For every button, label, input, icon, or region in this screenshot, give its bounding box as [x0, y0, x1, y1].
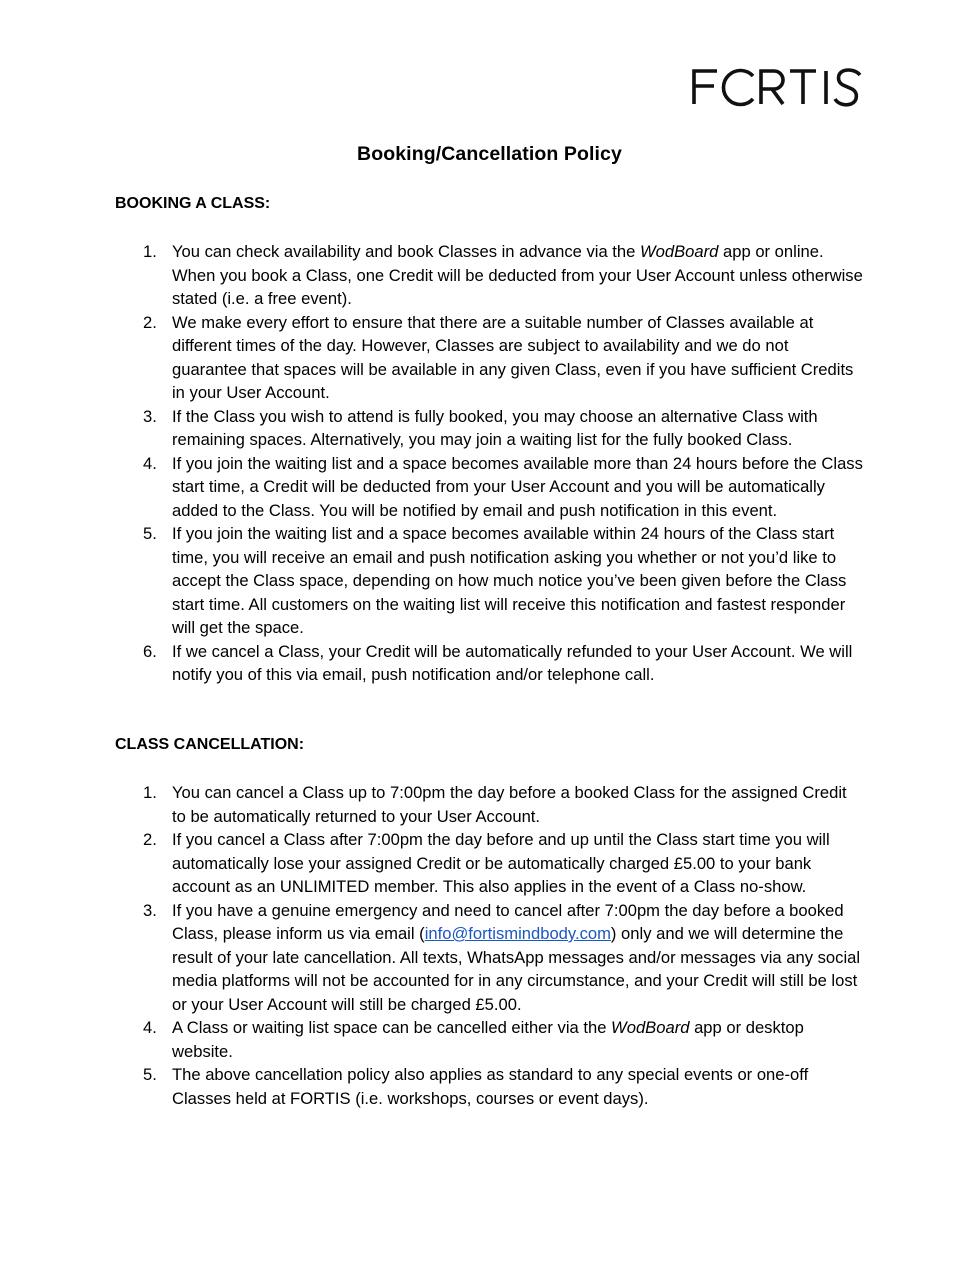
- list-item-number: 2.: [143, 830, 157, 849]
- list-item: [0, 311, 864, 405]
- app-name: WodBoard: [611, 1018, 690, 1037]
- list-item-number: 3.: [143, 900, 157, 920]
- list-item: [0, 405, 864, 452]
- fortis-logo: [690, 63, 865, 109]
- email-link[interactable]: info@fortismindbody.com: [424, 924, 611, 943]
- text-segment: app or desktop website.: [172, 1018, 804, 1061]
- cancellation-list: [0, 781, 979, 1110]
- text-segment: You can check availability and book Classes in advance via the: [172, 242, 640, 261]
- list-item-text: [172, 901, 860, 1014]
- booking-section-heading: BOOKING A CLASS:: [115, 195, 271, 212]
- list-item-text: If you cancel a Class after 7:00pm the day before and up until the Class start time you will automatically lose your assigned Credit or be automatically charged £5.00 to your bank account as an UNLIMITED member. This also applies in the event of a Class no-show.: [172, 830, 830, 896]
- text-segment: If you have a genuine emergency and need to cancel after 7:00pm the day before a booked Class, please inform us via email (: [172, 900, 844, 943]
- page-title: Booking/Cancellation Policy: [357, 143, 622, 165]
- list-item-text: We make every effort to ensure that there are a suitable number of Classes available at different times of the day. However, Classes are subject to availability and we do not guarantee that spaces will be available in any given Class, even if you have sufficient Credits in your User Account.: [172, 312, 854, 402]
- list-item: [0, 1016, 864, 1063]
- list-item: [0, 452, 864, 523]
- list-item-number: 2.: [143, 312, 157, 332]
- list-item-text: The above cancellation policy also applies as standard to any special events or one-off Classes held at FORTIS (i.e. workshops, courses or event days).: [172, 1065, 809, 1108]
- list-item-number: 5.: [143, 524, 157, 543]
- list-item-number: 6.: [143, 641, 157, 661]
- list-item-number: 5.: [143, 1065, 157, 1084]
- list-item-number: 4.: [143, 1018, 157, 1037]
- list-item-text: If the Class you wish to attend is fully booked, you may choose an alternative Class with remaining spaces. Alternatively, you may join a waiting list for the fully booked Class.: [172, 406, 818, 449]
- text-segment: app or online. When you book a Class, one Credit will be deducted from your User Account unless otherwise stated (i.e. a free event).: [172, 242, 863, 308]
- list-item-text: If you join the waiting list and a space becomes available within 24 hours of the Class start time, you will receive an email and push notification asking you whether or not you’d like to accept the Class space, depending on how much notice you’ve been given before the Class start time. All customers on the waiting list will receive this notification and fastest responder will get the space.: [172, 524, 847, 637]
- list-item-text: If we cancel a Class, your Credit will be automatically refunded to your User Account. We will notify you of this via email, push notification and/or telephone call.: [172, 641, 853, 684]
- app-name: WodBoard: [640, 242, 719, 261]
- list-item-number: 1.: [143, 783, 157, 802]
- list-item-number: 3.: [143, 406, 157, 426]
- list-item-text: [172, 1018, 804, 1061]
- list-item-number: 4.: [143, 453, 157, 473]
- fortis-logo-mark: [690, 63, 865, 109]
- list-item-text: You can cancel a Class up to 7:00pm the day before a booked Class for the assigned Credit to be automatically returned to your User Account.: [172, 783, 847, 826]
- cancellation-section-heading: CLASS CANCELLATION:: [115, 736, 305, 753]
- list-item-text: [172, 242, 863, 308]
- list-item: [0, 828, 864, 899]
- list-item-text: If you join the waiting list and a space becomes available more than 24 hours before the Class start time, a Credit will be deducted from your User Account and you will be automatically added to the Class. You will be notified by email and push notification in this event.: [172, 453, 863, 520]
- list-item: [0, 781, 864, 828]
- text-segment: A Class or waiting list space can be cancelled either via the: [172, 1018, 612, 1037]
- text-segment: ) only and we will determine the result of your late cancellation. All texts, WhatsApp messages and/or messages via any social media platforms will not be accounted for in any circumstance, and your Credit will still be lost or your User Account will still be charged £5.00.: [172, 924, 861, 1014]
- list-item-number: 1.: [143, 242, 157, 261]
- list-item: [0, 899, 864, 1017]
- booking-list: [0, 240, 979, 687]
- list-item: [0, 1063, 864, 1110]
- list-item: [0, 640, 864, 687]
- list-item: [0, 522, 864, 640]
- list-item: [0, 240, 864, 311]
